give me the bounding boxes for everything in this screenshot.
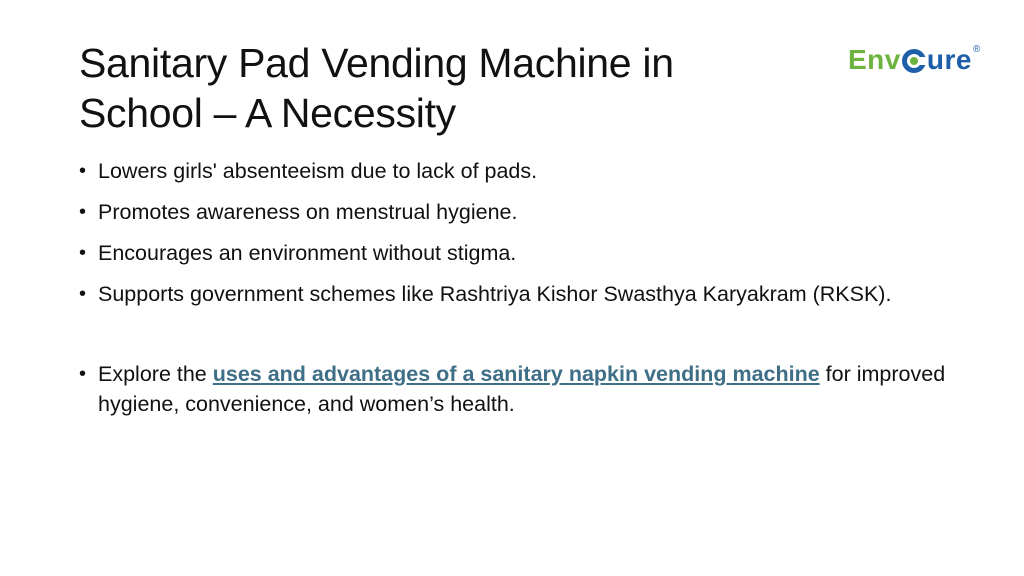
bullet-dot-icon: • (79, 283, 87, 305)
bullet-dot-icon: • (79, 160, 87, 182)
bullet-item (79, 238, 959, 268)
logo-c-mark-icon (902, 49, 926, 73)
bullet-text: Promotes awareness on menstrual hygiene. (98, 200, 518, 224)
bullet-text: Supports government schemes like Rashtriya Kishor Swasthya Karyakram (RKSK). (98, 282, 892, 306)
bullet-dot-icon: • (79, 242, 87, 264)
envcure-logo (848, 40, 998, 80)
slide-title-line-2: School – A Necessity (79, 90, 456, 136)
bullet-list (79, 156, 959, 430)
explore-prefix: Explore the (98, 362, 213, 386)
bullet-item (79, 197, 959, 227)
bullet-item (79, 279, 959, 309)
logo-text-env: Env (848, 44, 901, 75)
slide-title (79, 38, 779, 138)
bullet-dot-icon: • (79, 201, 87, 223)
vending-machine-link[interactable]: uses and advantages of a sanitary napkin vending machine (212, 362, 820, 386)
bullet-item (79, 156, 959, 186)
slide-title-line-1: Sanitary Pad Vending Machine in (79, 40, 674, 86)
logo-registered-mark: ® (972, 44, 981, 55)
bullet-dot-icon: • (79, 363, 87, 385)
explore-suffix: for improved hygiene, convenience, and women’s health. (98, 362, 946, 416)
bullet-text: Encourages an environment without stigma. (98, 241, 517, 265)
logo-text-ure: ure (926, 44, 972, 75)
bullet-item-explore (79, 359, 959, 419)
bullet-text: Lowers girls' absenteeism due to lack of pads. (98, 159, 538, 183)
